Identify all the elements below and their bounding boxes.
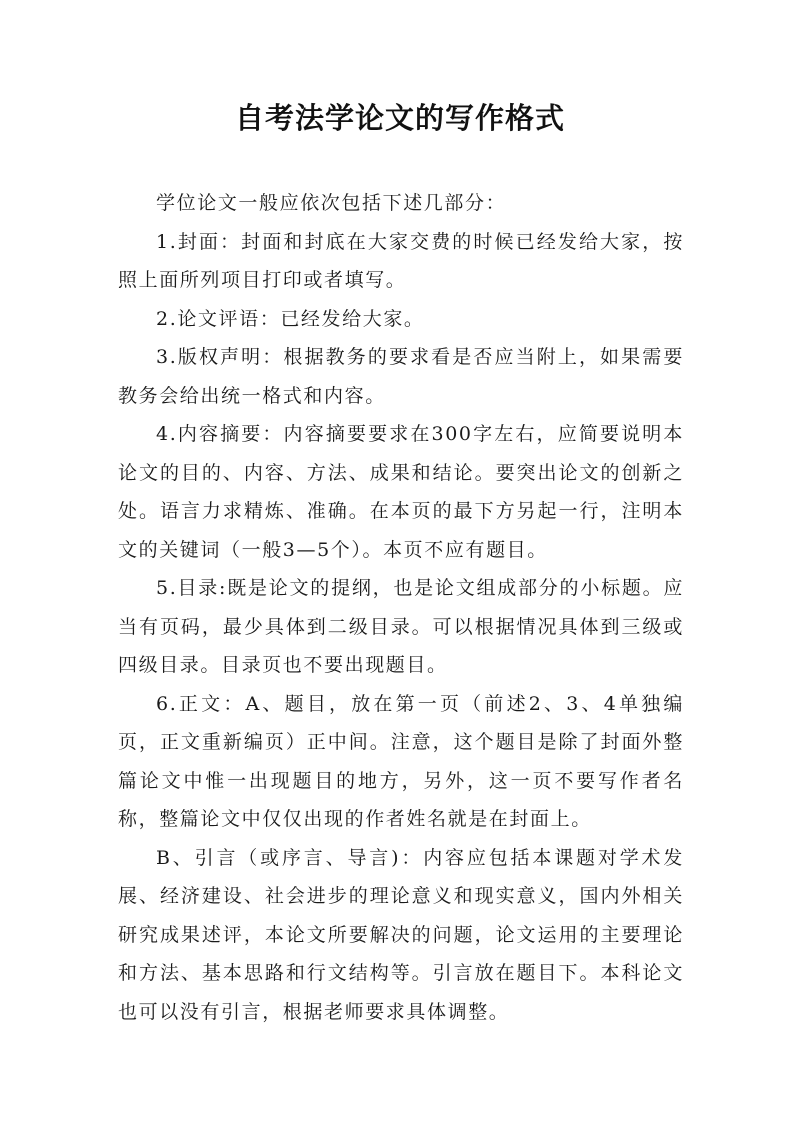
paragraph-copyright: 3.版权声明：根据教务的要求看是否应当附上，如果需要教务会给出统一格式和内容。 xyxy=(118,346,684,407)
paragraph-cover: 1.封面：封面和封底在大家交费的时候已经发给大家，按照上面所列项目打印或者填写。 xyxy=(118,230,684,291)
paragraph-main-text: 6.正文：A、题目，放在第一页（前述2、3、4单独编页，正文重新编页）正中间。注意，这个题目是除了封面外整篇论文中惟一出现题目的地方，另外，这一页不要写作者名称，整篇论文中仅仅出现的作者姓名就是在封面上。 xyxy=(118,692,684,830)
paragraph-comments: 2.论文评语：已经发给大家。 xyxy=(156,307,425,330)
paragraph-abstract: 4.内容摘要：内容摘要要求在300字左右，应简要说明本论文的目的、内容、方法、成果和结论。要突出论文的创新之处。语言力求精炼、准确。在本页的最下方另起一行，注明本文的关键词（一般3—5个）。本页不应有题目。 xyxy=(118,423,684,561)
document-title: 自考法学论文的写作格式 xyxy=(234,101,565,135)
paragraph-introduction: B、引言（或序言、导言)：内容应包括本课题对学术发展、经济建设、社会进步的理论意义和现实意义，国内外相关研究成果述评，本论文所要解决的问题，论文运用的主要理论和方法、基本思路和行文结构等。引言放在题目下。本科论文也可以没有引言，根据老师要求具体调整。 xyxy=(118,846,684,1023)
paragraph-toc: 5.目录:既是论文的提纲，也是论文组成部分的小标题。应当有页码，最少具体到二级目录。可以根据情况具体到三级或四级目录。目录页也不要出现题目。 xyxy=(118,577,684,676)
document-body xyxy=(118,184,684,1031)
paragraph-intro: 学位论文一般应依次包括下述几部分： xyxy=(156,192,507,214)
